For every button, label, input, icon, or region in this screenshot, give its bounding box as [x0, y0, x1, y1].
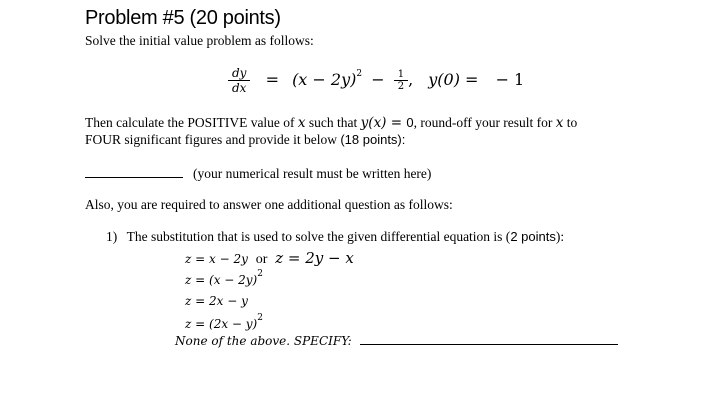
- initial-condition-value: − 1: [495, 70, 525, 89]
- initial-condition: y(0) =: [428, 70, 479, 89]
- derivative-fraction: [228, 66, 250, 95]
- task-text-c: , round-off your result for: [413, 115, 556, 130]
- option-1-b: z = 2y − x: [275, 249, 354, 267]
- task-points: (18 points):: [340, 132, 406, 147]
- half-denominator: 2: [397, 81, 405, 92]
- task-text-b: such that: [305, 115, 361, 130]
- specify-blank[interactable]: [360, 334, 618, 345]
- var-x: x: [297, 115, 306, 131]
- equals-sign: =: [265, 70, 279, 89]
- additional-text: Also, you are required to answer one additional question as follows:: [85, 197, 453, 212]
- task-line-2: [85, 132, 405, 148]
- derivative-denominator: dx: [232, 81, 247, 95]
- squared-term: (x − 2y): [292, 70, 357, 89]
- var-x-2: x: [555, 115, 564, 131]
- option-5-text: None of the above. SPECIFY:: [175, 334, 352, 348]
- ode-equation: [228, 66, 524, 95]
- half-fraction: [394, 69, 408, 92]
- minus-sign: −: [371, 70, 385, 89]
- option-1-or: or: [255, 252, 268, 267]
- zero-value: 0: [406, 115, 414, 130]
- condition: y(x) =: [360, 115, 407, 131]
- option-2-text: z = (x − 2y): [185, 273, 258, 287]
- squared-exponent: 2: [356, 69, 363, 79]
- task-line-1: [85, 115, 577, 131]
- question-text: The substitution that is used to solve the given differential equation is (: [126, 229, 511, 244]
- option-1-a: z = x − 2y: [185, 252, 248, 266]
- half-numerator: 1: [394, 69, 408, 81]
- task-text-d: to: [563, 115, 578, 130]
- question-1: [106, 229, 564, 245]
- question-points: 2 points: [510, 229, 556, 244]
- question-text-end: ):: [555, 229, 565, 244]
- option-2-exponent: 2: [257, 269, 263, 279]
- question-number: 1): [106, 229, 118, 244]
- option-2[interactable]: [185, 269, 263, 287]
- comma: ,: [408, 70, 414, 89]
- intro-text: Solve the initial value problem as follows:: [85, 33, 314, 48]
- option-4-exponent: 2: [257, 313, 263, 323]
- derivative-numerator: dy: [228, 66, 250, 81]
- task-text-e: FOUR significant figures and provide it below: [85, 132, 341, 147]
- option-4[interactable]: [185, 313, 263, 331]
- option-4-text: z = (2x − y): [185, 317, 258, 331]
- answer-row: [85, 163, 431, 183]
- option-5[interactable]: [175, 334, 618, 348]
- option-3-text: z = 2x − y: [185, 294, 248, 308]
- option-1[interactable]: [185, 249, 354, 268]
- answer-note: (your numerical result must be written here): [193, 166, 432, 181]
- task-text-a: Then calculate the POSITIVE value of: [85, 115, 298, 130]
- option-3[interactable]: [185, 294, 248, 308]
- answer-blank[interactable]: [85, 163, 183, 178]
- problem-title: Problem #5 (20 points): [85, 7, 281, 29]
